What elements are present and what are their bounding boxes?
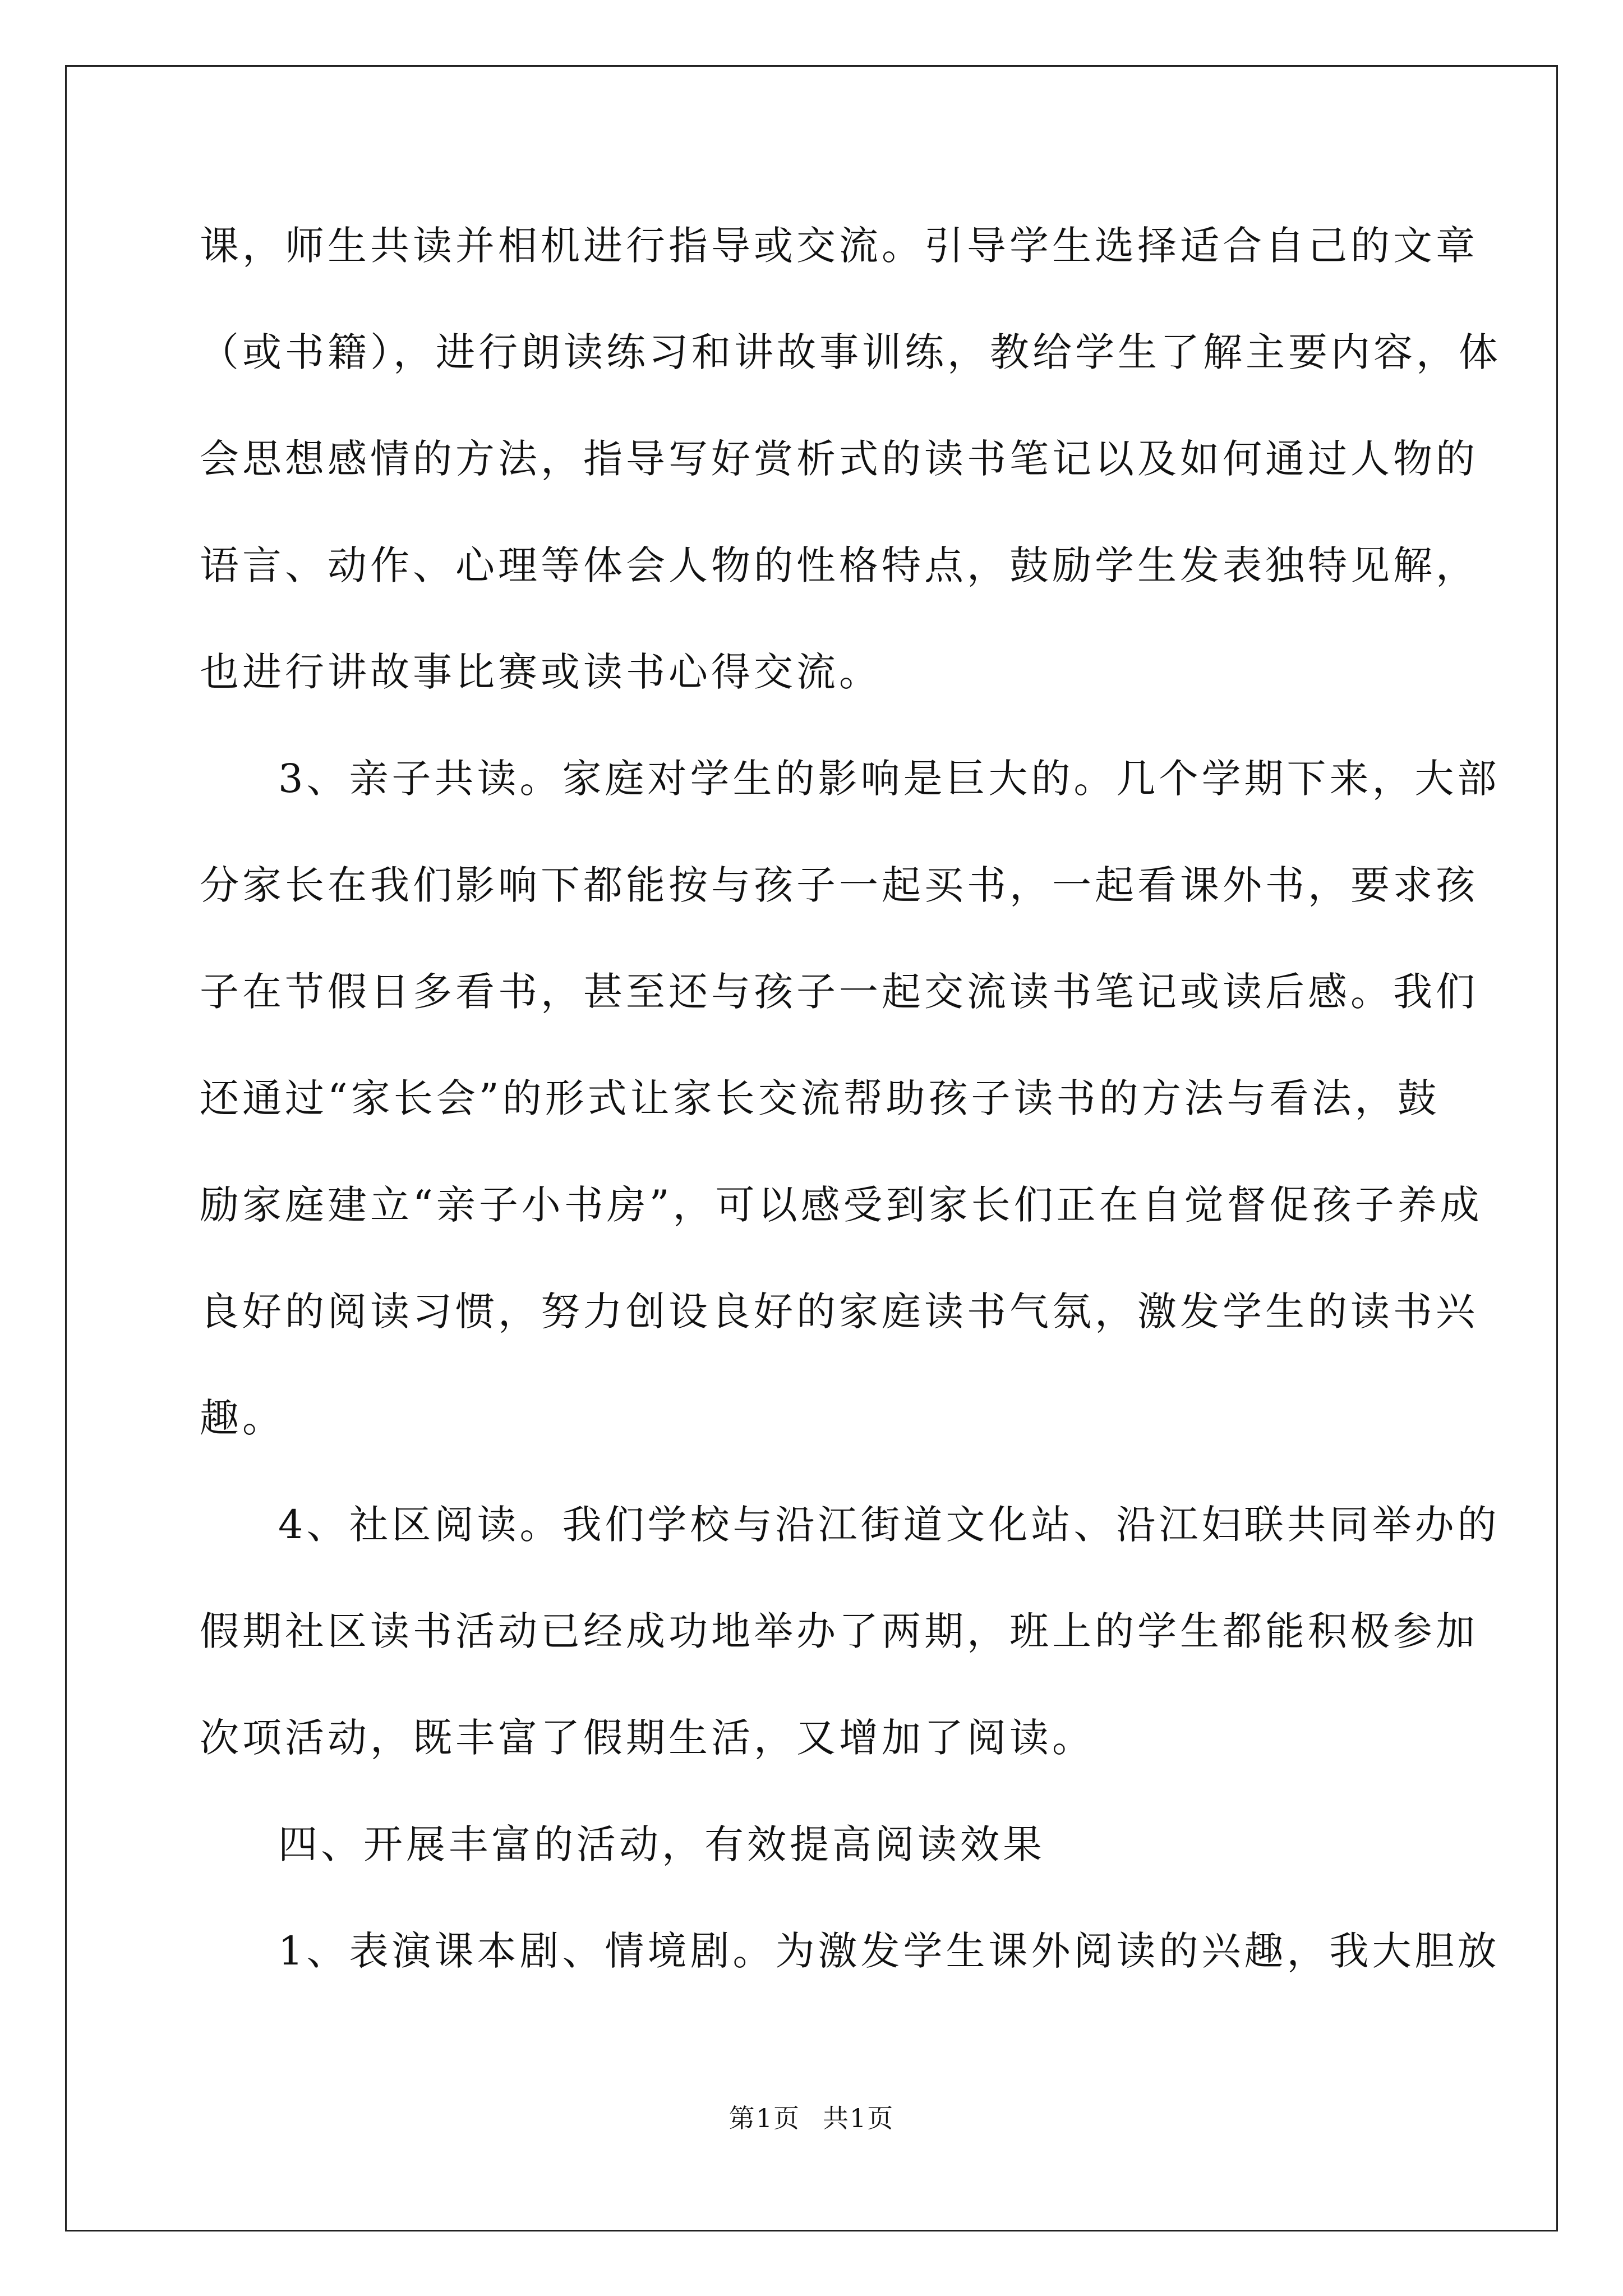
text-line: 也进行讲故事比赛或读书心得交流。 <box>200 649 882 695</box>
text-line: 会思想感情的方法，指导写好赏析式的读书笔记以及如何通过人物的 <box>200 436 1478 482</box>
document-body <box>200 212 1501 2024</box>
text-line: 次项活动，既丰富了假期生活，又增加了阅读。 <box>200 1715 1095 1761</box>
page-footer <box>0 2101 1623 2135</box>
text-line: 还通过“家长会”的形式让家长交流帮助孩子读书的方法与看法，鼓 <box>200 1075 1440 1121</box>
text-line: 四、开展丰富的活动，有效提高阅读效果 <box>278 1821 1045 1867</box>
text-line: 趣。 <box>200 1395 285 1441</box>
text-line: 子在节假日多看书，甚至还与孩子一起交流读书笔记或读后感。我们 <box>200 969 1478 1015</box>
text-line: 1、表演课本剧、情境剧。为激发学生课外阅读的兴趣，我大胆放 <box>278 1928 1500 1974</box>
text-line: （或书籍），进行朗读练习和讲故事训练，教给学生了解主要内容，体 <box>200 329 1501 375</box>
page-total: 共1页 <box>823 2103 895 2133</box>
text-line: 良好的阅读习惯，努力创设良好的家庭读书气氛，激发学生的读书兴 <box>200 1289 1478 1335</box>
text-line: 分家长在我们影响下都能按与孩子一起买书，一起看课外书，要求孩 <box>200 862 1478 908</box>
text-line: 4、社区阅读。我们学校与沿江街道文化站、沿江妇联共同举办的 <box>278 1502 1500 1548</box>
page-number: 第1页 <box>728 2103 800 2133</box>
text-line: 3、亲子共读。家庭对学生的影响是巨大的。几个学期下来，大部 <box>278 756 1500 802</box>
text-line: 语言、动作、心理等体会人物的性格特点，鼓励学生发表独特见解， <box>200 542 1478 588</box>
text-line: 励家庭建立“亲子小书房”，可以感受到家长们正在自觉督促孩子养成 <box>200 1182 1483 1228</box>
text-line: 课，师生共读并相机进行指导或交流。引导学生选择适合自己的文章 <box>200 223 1478 269</box>
text-line: 假期社区读书活动已经成功地举办了两期，班上的学生都能积极参加 <box>200 1608 1478 1654</box>
